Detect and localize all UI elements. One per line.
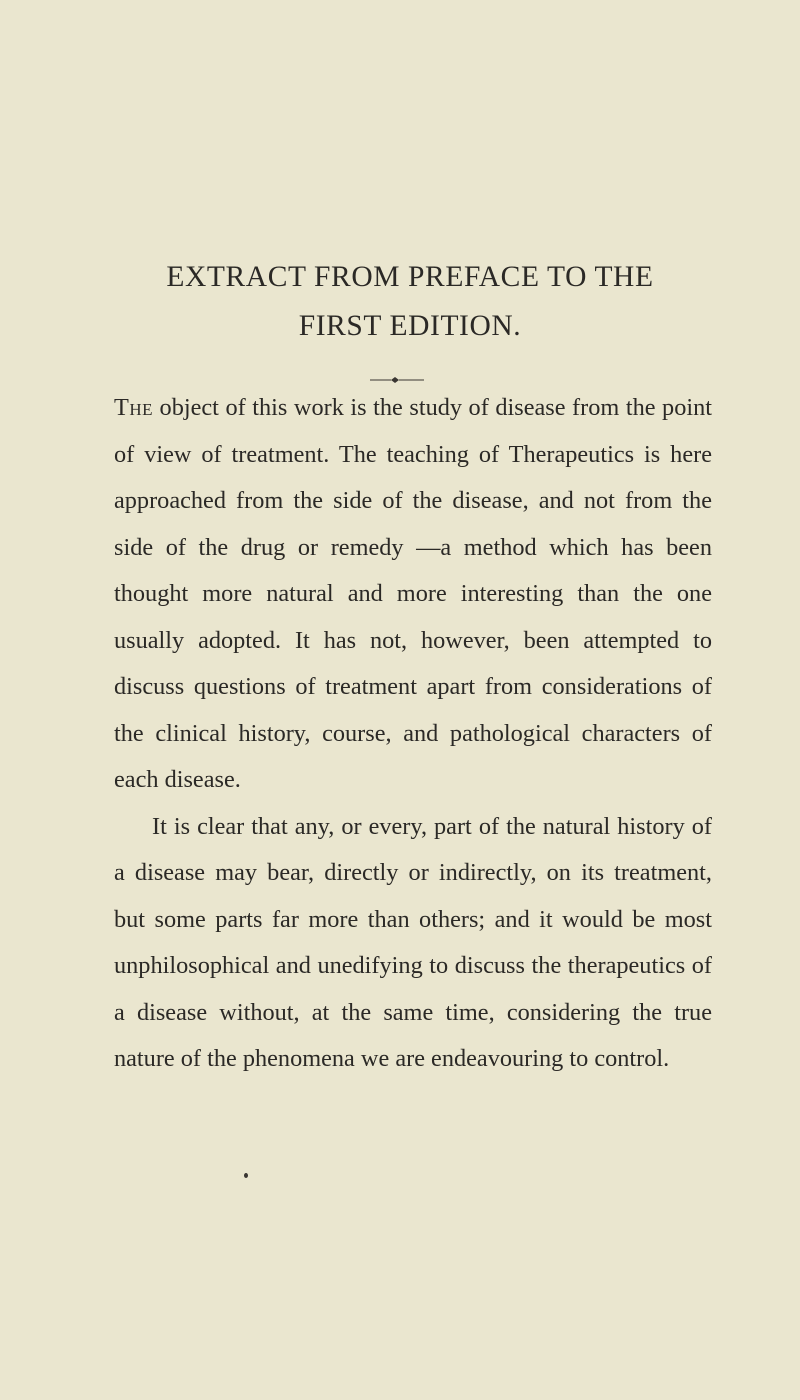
paragraph-2	[114, 804, 712, 1083]
paragraph-1-text: object of this work is the study of disease from the point of view of treatment. The teaching of Therapeutics is here approached from the side of the disease, and not from the side of the drug or remedy —a method which has been thought more natural and more interesting than the one usually adopted. It has not, however, been attempted to discuss questions of treatment apart from considerations of the clinical history, course, and pathological characters of each disease.	[114, 394, 712, 793]
ink-speck	[244, 1173, 248, 1178]
page-heading	[0, 253, 800, 351]
heading-line-2: FIRST EDITION.	[298, 310, 522, 342]
heading-line-1: EXTRACT FROM PREFACE TO THE	[166, 261, 654, 293]
paragraph-2-text: It is clear that any, or every, part of the natural history of a disease may bear, directly or indirectly, on its treatment, but some parts far more than others; and it would be most unphilosophical and unedifying to discuss the therapeutics of a disease without, at the same time, considering the true nature of the phenomena we are endeavouring to control.	[114, 812, 712, 1072]
paragraph-1	[114, 385, 712, 804]
preface-body	[114, 385, 712, 1083]
paragraph-lead-word: The	[114, 394, 154, 421]
